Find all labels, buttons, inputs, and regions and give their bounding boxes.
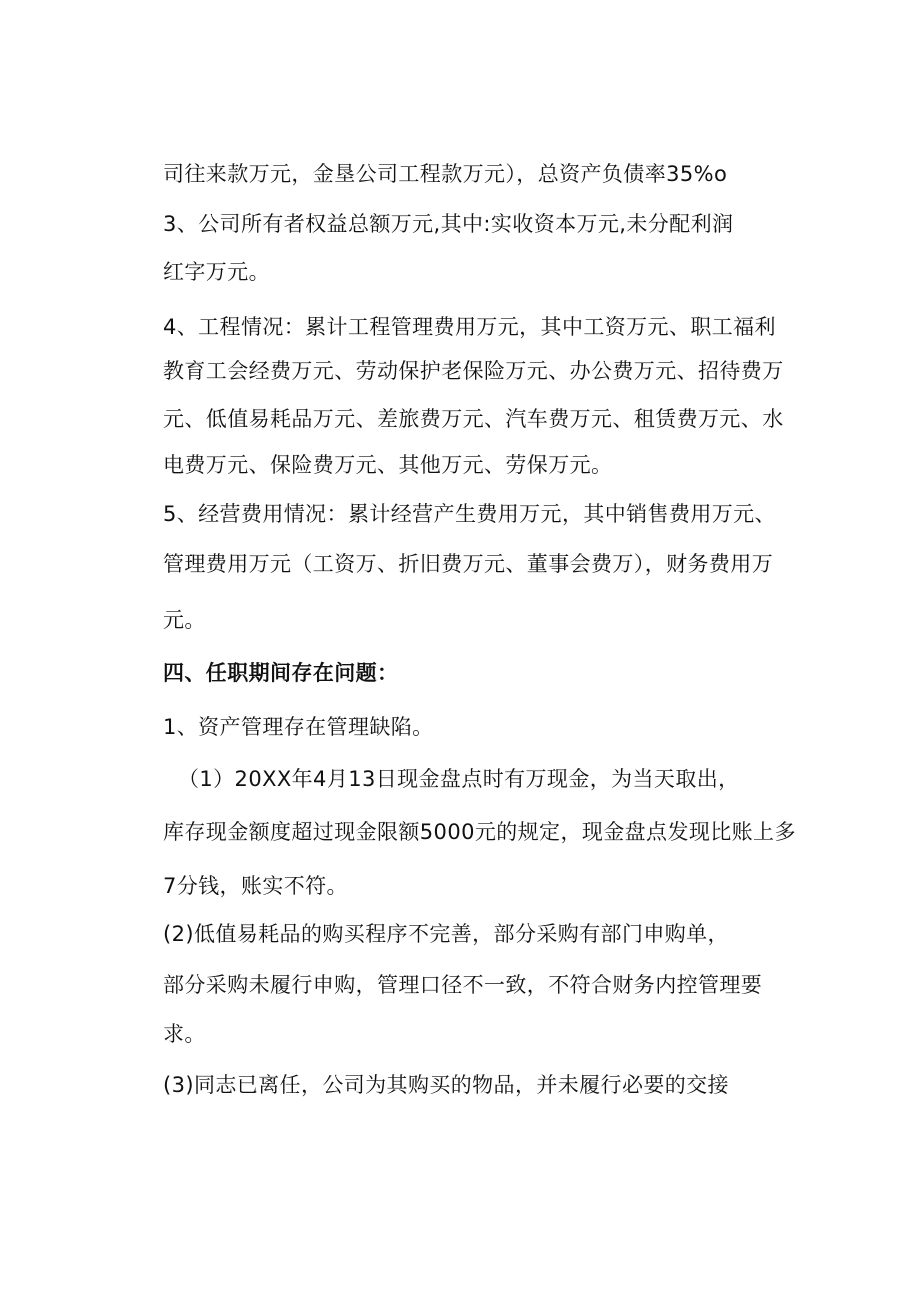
text-line-16: (2)低值易耗品的购买程序不完善，部分采购有部门申购单， (163, 922, 729, 946)
text-line-6: 元、低值易耗品万元、差旅费万元、汽车费万元、租赁费万元、水 (163, 407, 784, 431)
text-line-7: 电费万元、保险费万元、其他万元、劳保万元。 (163, 453, 613, 477)
text-line-19: (3)同志已离任，公司为其购买的物品，并未履行必要的交接 (163, 1073, 729, 1097)
text-line-12: 1、资产管理存在管理缺陷。 (163, 715, 434, 739)
text-line-18: 求。 (163, 1022, 206, 1046)
text-line-13: （1）20XX年4月13日现金盘点时有万现金，为当天取出， (178, 767, 740, 791)
text-line-1: 司往来款万元，金垦公司工程款万元），总资产负债率35%o (163, 162, 728, 186)
text-line-2: 3、公司所有者权益总额万元,其中:实收资本万元,未分配利润 (163, 212, 734, 236)
text-line-8: 5、经营费用情况：累计经营产生费用万元，其中销售费用万元、 (163, 502, 776, 526)
text-line-5: 教育工会经费万元、劳动保护老保险万元、办公费万元、招待费万 (163, 359, 784, 383)
text-line-9: 管理费用万元（工资万、折旧费万元、董事会费万），财务费用万 (163, 552, 774, 576)
text-line-15: 7分钱，账实不符。 (163, 874, 348, 898)
text-line-10: 元。 (163, 608, 206, 632)
text-line-17: 部分采购未履行申购，管理口径不一致，不符合财务内控管理要 (163, 973, 763, 997)
section-heading: 四、任职期间存在问题： (163, 661, 399, 685)
text-line-14: 库存现金额度超过现金限额5000元的规定，现金盘点发现比账上多 (163, 820, 796, 844)
text-line-4: 4、工程情况：累计工程管理费用万元，其中工资万元、职工福利 (163, 315, 776, 339)
text-line-3: 红字万元。 (163, 260, 270, 284)
